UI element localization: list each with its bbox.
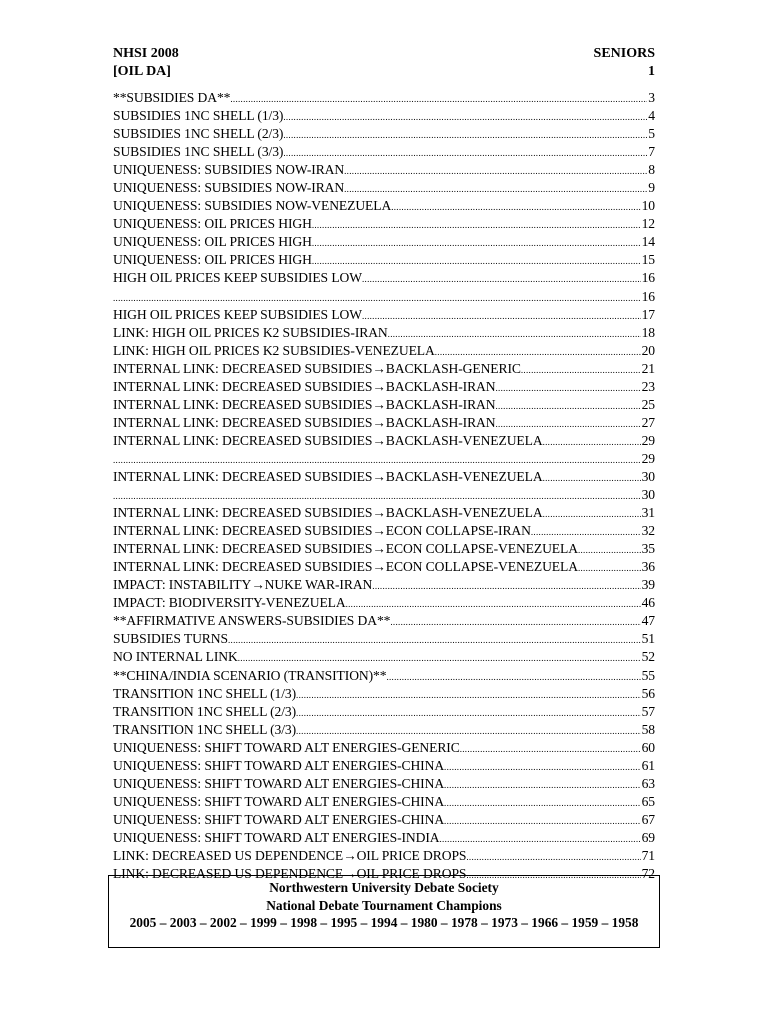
toc-entry-page: 39 [641,577,655,593]
toc-dot-leader [296,722,641,738]
header-file-name: [OIL DA] [113,64,171,79]
toc-entry-title: UNIQUENESS: SHIFT TOWARD ALT ENERGIES-CHINA [113,775,445,791]
header-event-name: NHSI 2008 [113,46,179,61]
toc-entry-page: 57 [641,703,655,719]
toc-entry-title: INTERNAL LINK: DECREASED SUBSIDIES→ECON COLLAPSE-VENEZUELA [113,559,578,575]
toc-entry-page: 46 [641,595,655,611]
toc-entry-page: 30 [641,468,655,484]
footer-years: 2005 – 2003 – 2002 – 1999 – 1998 – 1995 – 1994 – 1980 – 1978 – 1973 – 1966 – 1959 – 1958 [129,915,639,930]
toc-entry-page: 14 [641,234,655,250]
toc-dot-leader [238,649,641,665]
footer-box [108,875,660,948]
toc-entry[interactable] [113,631,655,649]
toc-entry[interactable] [113,415,655,433]
toc-entry[interactable] [113,794,655,812]
toc-entry-title: LINK: DECREASED US DEPENDENCE→OIL PRICE DROPS [113,847,467,863]
toc-dot-leader [543,433,641,449]
toc-entry[interactable] [113,289,655,307]
toc-entry-title: SUBSIDIES 1NC SHELL (2/3) [113,126,284,142]
toc-entry[interactable] [113,325,655,343]
toc-entry[interactable] [113,361,655,379]
toc-dot-leader [362,307,641,323]
toc-entry-title: SUBSIDIES 1NC SHELL (1/3) [113,108,284,124]
toc-dot-leader [296,704,641,720]
toc-entry-page: 15 [641,252,655,268]
toc-entry-title: TRANSITION 1NC SHELL (2/3) [113,703,297,719]
toc-entry-title: UNIQUENESS: SHIFT TOWARD ALT ENERGIES-INDIA [113,829,440,845]
toc-entry[interactable] [113,559,655,577]
toc-entry-title: INTERNAL LINK: DECREASED SUBSIDIES→BACKLASH-IRAN [113,414,496,430]
toc-entry-title: **CHINA/INDIA SCENARIO (TRANSITION)** [113,667,387,683]
toc-dot-leader [578,541,641,557]
toc-dot-leader [521,361,641,377]
toc-dot-leader [283,126,647,142]
toc-entry-title: LINK: HIGH OIL PRICES K2 SUBSIDIES-VENEZUELA [113,342,435,358]
toc-dot-leader [362,270,641,286]
toc-entry-page: 7 [648,144,655,160]
toc-entry-title: UNIQUENESS: OIL PRICES HIGH [113,234,312,250]
toc-entry-title: TRANSITION 1NC SHELL (3/3) [113,721,297,737]
toc-entry-title: LINK: HIGH OIL PRICES K2 SUBSIDIES-IRAN [113,324,388,340]
toc-dot-leader [444,758,641,774]
toc-dot-leader [113,289,641,305]
toc-entry-title: UNIQUENESS: SHIFT TOWARD ALT ENERGIES-CHINA [113,793,445,809]
toc-entry-page: 71 [641,847,655,863]
toc-entry[interactable] [113,180,655,198]
toc-dot-leader [466,848,640,864]
toc-entry[interactable] [113,758,655,776]
toc-entry-title: UNIQUENESS: SHIFT TOWARD ALT ENERGIES-GENERIC [113,739,460,755]
toc-dot-leader [460,740,641,756]
toc-dot-leader [444,776,641,792]
toc-entry-title: INTERNAL LINK: DECREASED SUBSIDIES→BACKLASH-IRAN [113,396,496,412]
toc-dot-leader [496,379,641,395]
header-page-number: 1 [648,64,655,79]
toc-dot-leader [496,415,641,431]
toc-entry[interactable] [113,541,655,559]
toc-entry[interactable] [113,487,655,505]
toc-entry-page: 29 [641,432,655,448]
toc-dot-leader [388,325,641,341]
toc-entry-title: INTERNAL LINK: DECREASED SUBSIDIES→BACKLASH-GENERIC [113,360,521,376]
toc-entry-page: 65 [641,793,655,809]
toc-dot-leader [444,794,641,810]
toc-entry-page: 17 [641,306,655,322]
toc-entry-title: **AFFIRMATIVE ANSWERS-SUBSIDIES DA** [113,613,391,629]
toc-entry-title: UNIQUENESS: OIL PRICES HIGH [113,216,312,232]
toc-entry[interactable] [113,668,655,686]
toc-entry-page: 35 [641,541,655,557]
toc-entry[interactable] [113,704,655,722]
toc-entry[interactable] [113,198,655,216]
toc-dot-leader [386,668,640,684]
toc-entry-page: 51 [641,631,655,647]
toc-entry-page: 4 [648,108,655,124]
toc-entry-title: UNIQUENESS: OIL PRICES HIGH [113,252,312,268]
toc-entry-page: 5 [648,126,655,142]
toc-entry-page: 25 [641,396,655,412]
toc-dot-leader [435,343,641,359]
toc-dot-leader [312,216,641,232]
toc-entry-page: 47 [641,613,655,629]
toc-entry-title: **SUBSIDIES DA** [113,90,231,105]
toc-entry[interactable] [113,595,655,613]
toc-entry-title: INTERNAL LINK: DECREASED SUBSIDIES→BACKLASH-VENEZUELA [113,505,543,521]
toc-dot-leader [228,631,641,647]
toc-entry-title: UNIQUENESS: SUBSIDIES NOW-IRAN [113,162,345,178]
toc-entry-page: 32 [641,523,655,539]
toc-entry[interactable] [113,776,655,794]
toc-entry[interactable] [113,848,655,866]
toc-entry-page: 52 [641,649,655,665]
toc-entry[interactable] [113,307,655,325]
toc-dot-leader [113,487,641,503]
toc-entry-title: IMPACT: BIODIVERSITY-VENEZUELA [113,595,346,611]
toc-entry-title: UNIQUENESS: SUBSIDIES NOW-VENEZUELA [113,198,392,214]
toc-entry-page: 36 [641,559,655,575]
toc-dot-leader [312,252,641,268]
toc-entry-title: HIGH OIL PRICES KEEP SUBSIDIES LOW [113,270,362,286]
toc-entry[interactable] [113,469,655,487]
toc-dot-leader [344,180,647,196]
toc-dot-leader [578,559,641,575]
toc-entry-title: NO INTERNAL LINK [113,649,238,665]
toc-entry[interactable] [113,649,655,667]
toc-entry-page: 63 [641,775,655,791]
toc-entry[interactable] [113,740,655,758]
toc-entry-page: 16 [641,270,655,286]
toc-entry-title: TRANSITION 1NC SHELL (1/3) [113,685,297,701]
toc-entry-page: 61 [641,757,655,773]
toc-entry[interactable] [113,234,655,252]
toc-entry-title: IMPACT: INSTABILITY→NUKE WAR-IRAN [113,577,373,593]
toc-entry-page: 3 [648,90,655,105]
toc-dot-leader [543,469,641,485]
toc-entry-title: UNIQUENESS: SHIFT TOWARD ALT ENERGIES-CHINA [113,811,445,827]
toc-entry-page: 30 [641,487,655,503]
toc-entry-title: HIGH OIL PRICES KEEP SUBSIDIES LOW [113,306,362,322]
toc-entry[interactable] [113,126,655,144]
toc-dot-leader [296,686,641,702]
toc-entry[interactable] [113,108,655,126]
toc-dot-leader [391,198,640,214]
toc-entry-title: UNIQUENESS: SHIFT TOWARD ALT ENERGIES-CHINA [113,757,445,773]
toc-entry-page: 67 [641,811,655,827]
toc-entry-page: 55 [641,667,655,683]
toc-dot-leader [344,162,647,178]
toc-entry-title: INTERNAL LINK: DECREASED SUBSIDIES→ECON COLLAPSE-IRAN [113,523,531,539]
toc-entry[interactable] [113,270,655,288]
toc-entry-title: LINK: DECREASED US DEPENDENCE→OIL PRICE DROPS [113,866,467,882]
toc-dot-leader [372,577,640,593]
header-lab-name: SENIORS [593,46,655,61]
toc-dot-leader [283,144,647,160]
toc-entry-page: 56 [641,685,655,701]
toc-entry[interactable] [113,144,655,162]
toc-entry-page: 10 [641,198,655,214]
toc-entry-page: 60 [641,739,655,755]
footer-champions: National Debate Tournament Champions [266,897,502,913]
toc-entry[interactable] [113,252,655,270]
toc-entry[interactable] [113,451,655,469]
toc-dot-leader [312,234,641,250]
toc-entry-page: 16 [641,288,655,304]
toc-dot-leader [113,451,641,467]
toc-entry[interactable] [113,433,655,451]
footer-society: Northwestern University Debate Society [269,880,499,895]
toc-entry[interactable] [113,613,655,631]
toc-entry[interactable] [113,162,655,180]
toc-dot-leader [444,812,641,828]
toc-entry[interactable] [113,216,655,234]
toc-dot-leader [496,397,641,413]
toc-entry-title: UNIQUENESS: SUBSIDIES NOW-IRAN [113,180,345,196]
toc-entry-page: 23 [641,378,655,394]
toc-entry-title: INTERNAL LINK: DECREASED SUBSIDIES→ECON COLLAPSE-VENEZUELA [113,541,578,557]
toc-entry[interactable] [113,577,655,595]
toc-entry-title: INTERNAL LINK: DECREASED SUBSIDIES→BACKLASH-IRAN [113,378,496,394]
toc-entry[interactable] [113,830,655,848]
toc-entry-page: 69 [641,829,655,845]
toc-entry-page: 12 [641,216,655,232]
toc-dot-leader [440,830,641,846]
toc-entry-title: INTERNAL LINK: DECREASED SUBSIDIES→BACKLASH-VENEZUELA [113,468,543,484]
toc-dot-leader [390,613,640,629]
toc-dot-leader [346,595,641,611]
toc-entry-page: 18 [641,324,655,340]
toc-entry-title: INTERNAL LINK: DECREASED SUBSIDIES→BACKLASH-VENEZUELA [113,432,543,448]
toc-entry-page: 8 [648,162,655,178]
toc-entry[interactable] [113,379,655,397]
toc-dot-leader [531,523,641,539]
toc-entry[interactable] [113,343,655,361]
toc-dot-leader [543,505,641,521]
toc-entry-title: SUBSIDIES TURNS [113,631,228,647]
toc-entry-page: 58 [641,721,655,737]
toc-dot-leader [283,108,647,124]
toc-entry-title: SUBSIDIES 1NC SHELL (3/3) [113,144,284,160]
toc-dot-leader [230,90,647,106]
toc-entry-page: 21 [641,360,655,376]
toc-entry[interactable] [113,523,655,541]
toc-entry-page: 29 [641,450,655,466]
toc-entry[interactable] [113,505,655,523]
toc-entry-page: 20 [641,342,655,358]
toc-entry[interactable] [113,722,655,740]
toc-entry-page: 72 [641,866,655,882]
toc-entry-page: 9 [648,180,655,196]
toc-entry[interactable] [113,397,655,415]
toc-entry-page: 31 [641,505,655,521]
toc-entry[interactable] [113,686,655,704]
toc-entry-page: 27 [641,414,655,430]
toc-entry[interactable] [113,90,655,108]
toc-entry[interactable] [113,812,655,830]
table-of-contents [113,90,655,884]
